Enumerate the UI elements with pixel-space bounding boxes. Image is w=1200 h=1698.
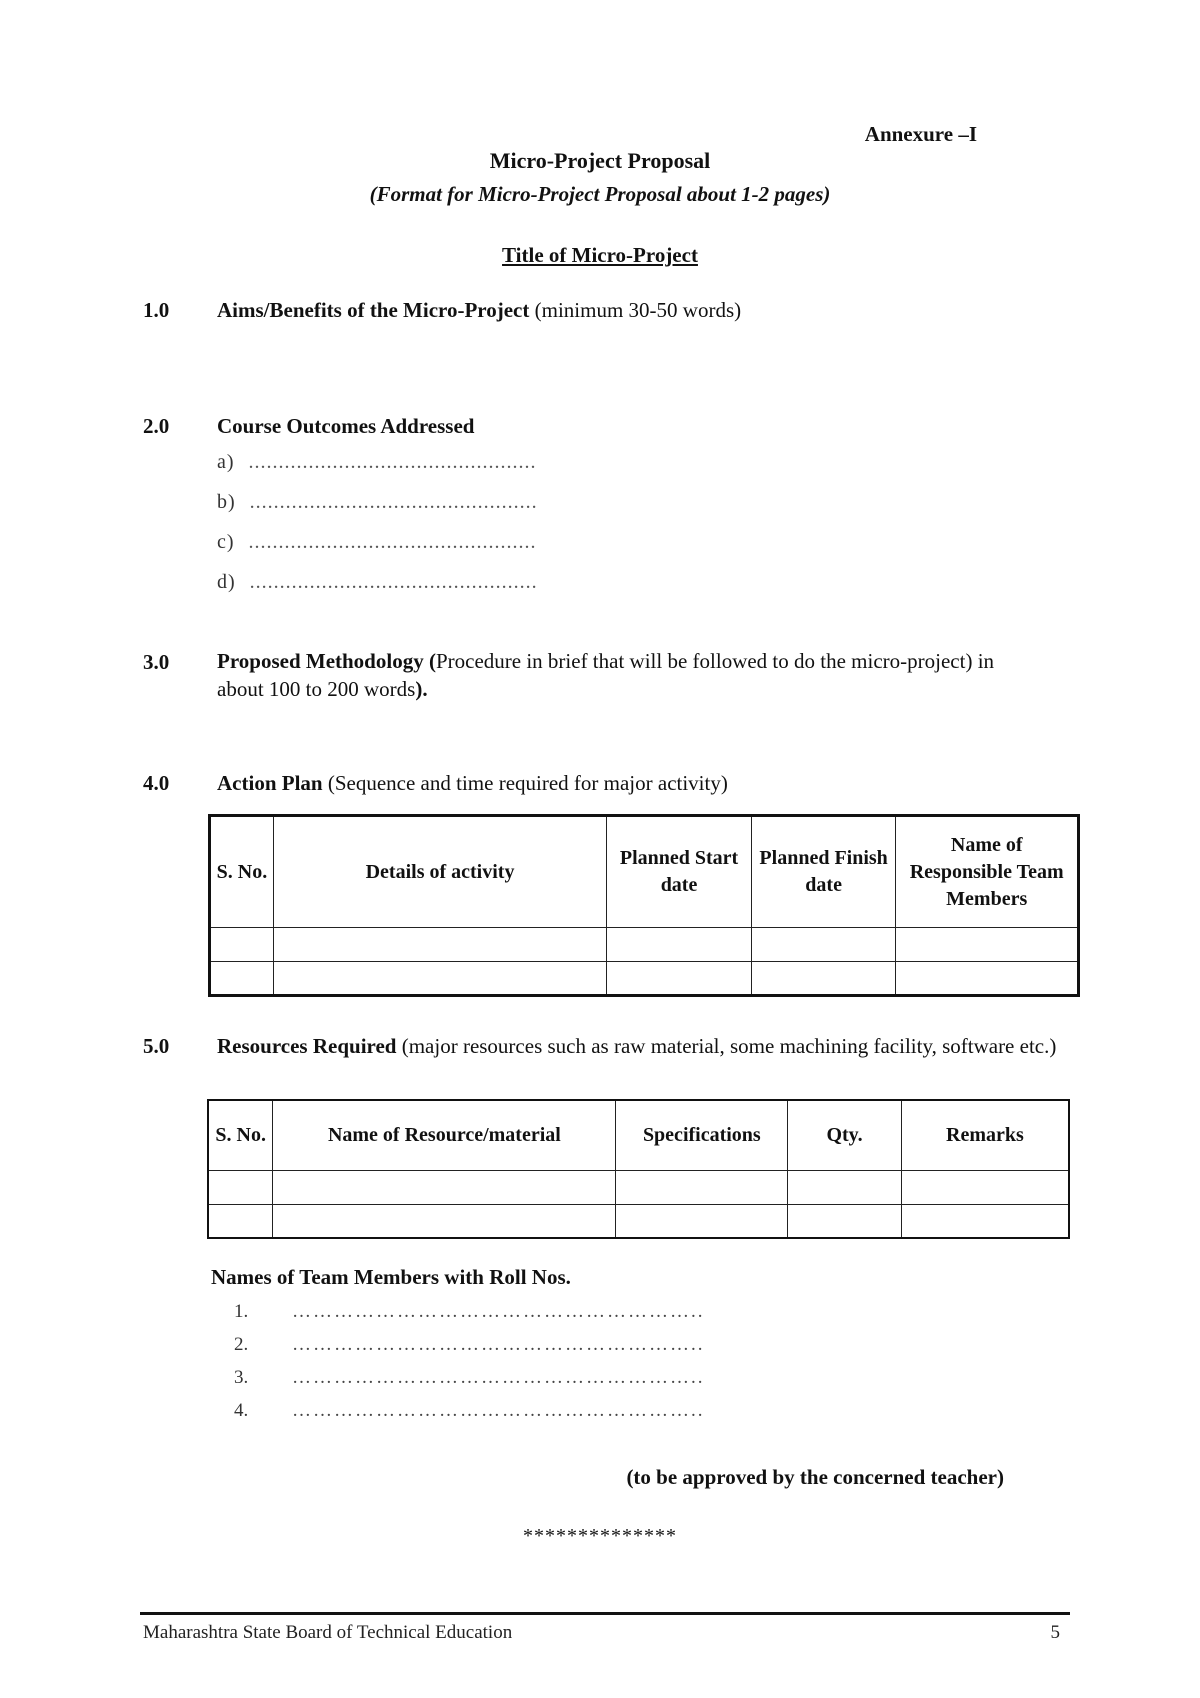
course-outcome-label: a) [217,451,235,473]
action-plan-col-finish: Planned Finish date [751,816,896,928]
annexure-label: Annexure –I [864,122,977,146]
course-outcome-blank: ................................................ [248,451,537,473]
course-outcome-blank: ................................................ [248,531,537,553]
section-resources [217,1032,1057,1060]
footer-divider [140,1612,1070,1615]
section-number-5: 5.0 [143,1034,170,1058]
footer-board-name: Maharashtra State Board of Technical Education [143,1622,513,1643]
table-cell[interactable] [616,1204,788,1238]
section-aims [217,296,741,324]
resources-col-remarks: Remarks [901,1100,1069,1170]
course-outcome-blank: ................................................ [249,571,538,593]
course-outcome-label: d) [217,571,236,593]
team-member-number: 4. [234,1400,249,1421]
table-cell[interactable] [788,1204,902,1238]
section-aims-note: (minimum 30-50 words) [529,298,742,322]
course-outcome-item [217,491,538,514]
team-members-heading: Names of Team Members with Roll Nos. [211,1265,571,1289]
list-item [234,1400,705,1422]
list-item [234,1301,705,1323]
team-member-number: 1. [234,1301,249,1322]
page-number: 5 [1050,1622,1060,1643]
table-cell[interactable] [273,1170,616,1204]
table-cell[interactable] [901,1204,1069,1238]
team-member-blank: ………………………………………………….. [292,1334,705,1355]
team-member-blank: ………………………………………………….. [292,1400,705,1421]
table-cell[interactable] [751,928,896,962]
team-member-blank: ………………………………………………….. [292,1301,705,1322]
section-course-outcomes [217,412,474,440]
course-outcome-label: c) [217,531,235,553]
table-cell[interactable] [210,962,274,996]
table-cell[interactable] [208,1204,273,1238]
table-cell[interactable] [901,1170,1069,1204]
table-cell[interactable] [210,928,274,962]
course-outcome-item [217,451,537,474]
section-aims-heading: Aims/Benefits of the Micro-Project [217,298,530,322]
action-plan-col-members: Name of Responsible Team Members [896,816,1079,928]
course-outcome-label: b) [217,491,236,513]
section-course-outcomes-heading: Course Outcomes Addressed [217,414,475,438]
section-number-3: 3.0 [143,650,170,674]
action-plan-col-start: Planned Start date [607,816,752,928]
table-row [208,1170,1069,1204]
table-cell[interactable] [607,962,752,996]
action-plan-header-row [210,816,1079,928]
section-action-plan-heading: Action Plan [217,771,323,795]
action-plan-col-sno: S. No. [210,816,274,928]
section-methodology-end: ). [415,677,428,701]
table-cell[interactable] [896,962,1079,996]
resources-table [207,1099,1070,1239]
table-cell[interactable] [751,962,896,996]
section-number-4: 4.0 [143,771,170,795]
micro-project-title: Title of Micro-Project [502,243,698,267]
team-member-number: 3. [234,1367,249,1388]
section-number-2: 2.0 [143,414,170,438]
section-action-plan [217,769,728,797]
resources-col-specifications: Specifications [616,1100,788,1170]
table-cell[interactable] [607,928,752,962]
table-cell[interactable] [273,1204,616,1238]
table-row [210,962,1079,996]
action-plan-col-details: Details of activity [273,816,606,928]
table-cell[interactable] [616,1170,788,1204]
section-number-1: 1.0 [143,298,170,322]
resources-col-sno: S. No. [208,1100,273,1170]
table-cell[interactable] [788,1170,902,1204]
course-outcome-item [217,571,538,594]
page-title: Micro-Project Proposal [489,148,711,173]
section-methodology-heading: Proposed Methodology ( [217,649,436,673]
team-member-number: 2. [234,1334,249,1355]
section-methodology-note: Procedure in brief that will be followed to do the micro-project) in about 100 to 200 words [217,649,995,701]
section-methodology [217,647,1027,703]
section-resources-heading: Resources Required [217,1034,397,1058]
approval-note: (to be approved by the concerned teacher) [626,1465,1004,1489]
table-cell[interactable] [208,1170,273,1204]
course-outcome-blank: ................................................ [249,491,538,513]
action-plan-table [208,814,1080,997]
resources-col-name: Name of Resource/material [273,1100,616,1170]
resources-col-qty: Qty. [788,1100,902,1170]
list-item [234,1367,705,1389]
table-cell[interactable] [273,962,606,996]
separator-stars: ************** [523,1525,677,1547]
section-action-plan-note: (Sequence and time required for major activity) [322,771,728,795]
list-item [234,1334,705,1356]
table-cell[interactable] [273,928,606,962]
section-resources-note: (major resources such as raw material, some machining facility, software etc.) [396,1034,1057,1058]
table-row [210,928,1079,962]
table-row [208,1204,1069,1238]
course-outcome-item [217,531,537,554]
resources-header-row [208,1100,1069,1170]
team-member-blank: ………………………………………………….. [292,1367,705,1388]
table-cell[interactable] [896,928,1079,962]
page-subtitle: (Format for Micro-Project Proposal about 1-2 pages) [369,182,831,206]
